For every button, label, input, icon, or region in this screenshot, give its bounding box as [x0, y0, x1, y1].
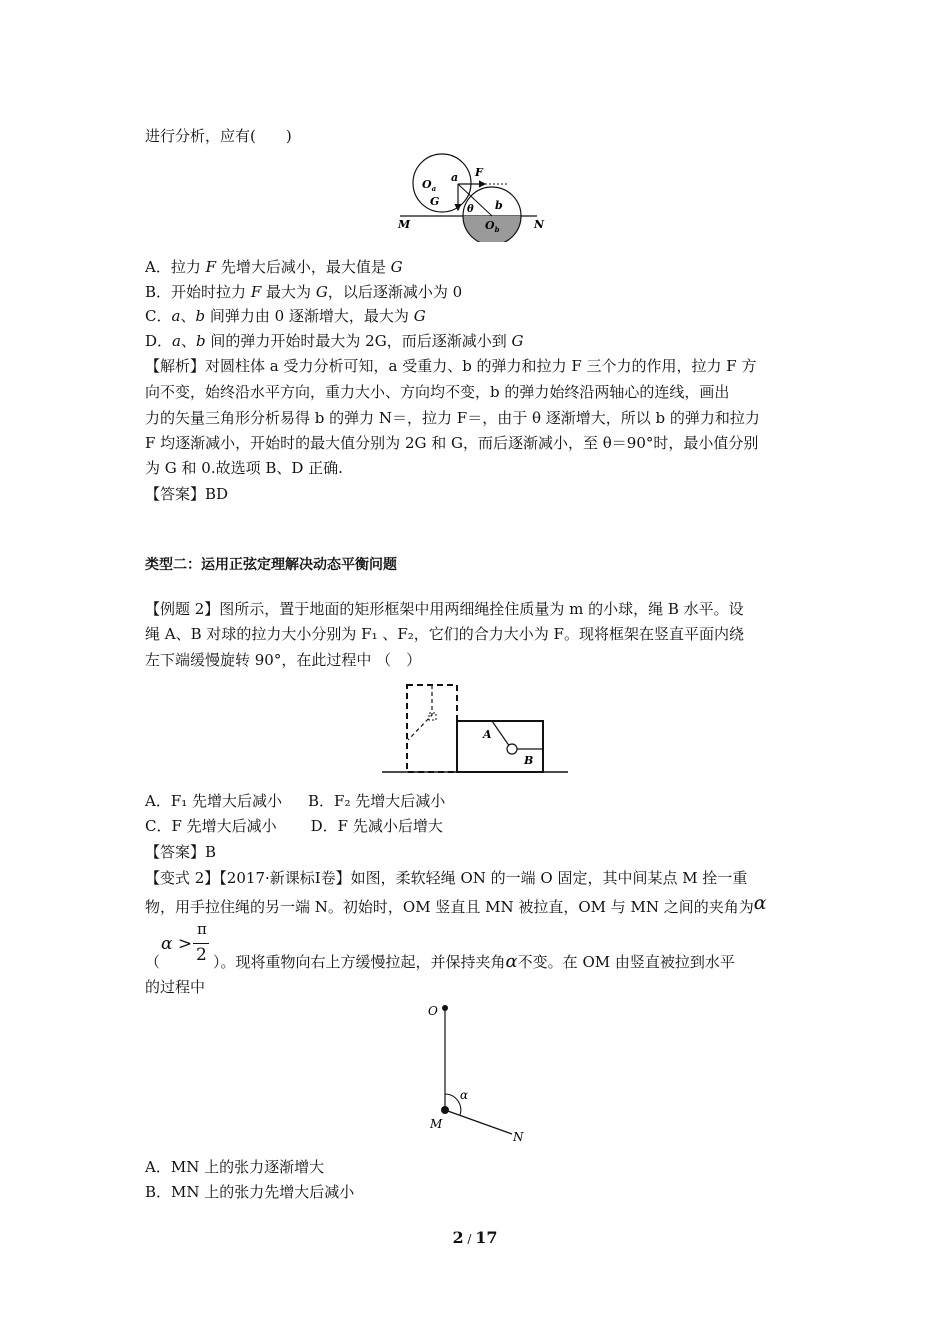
- page-number: 2 / 17: [452, 1228, 498, 1247]
- q1-circles-figure: [392, 150, 562, 242]
- var2-option-b: B．MN 上的张力先增大后减小: [145, 1183, 355, 1201]
- q1-stem-tail: 进行分析，应有( ): [145, 127, 292, 145]
- var2-line-4: 的过程中: [145, 978, 206, 996]
- q1-analysis-line-1: 【解析】对圆柱体 a 受力分析可知，a 受重力、b 的弹力和拉力 F 三个力的作用，拉力 F 方: [145, 357, 757, 375]
- q1-analysis-line-5: 为 G 和 0.故选项 B、D 正确.: [145, 459, 343, 477]
- label-a: a: [451, 171, 459, 184]
- q1-option-b: B．开始时拉力 F 最大为 G，以后逐渐减小为 0: [145, 283, 463, 301]
- rope-a: [492, 721, 510, 747]
- label-theta: θ: [467, 204, 474, 215]
- point-o: [442, 1005, 448, 1011]
- label-ob: $O_b$: [485, 219, 500, 234]
- ex2-options-row-2: C．F 先增大后减小 D．F 先减小后增大: [145, 817, 443, 835]
- label-b: b: [495, 199, 503, 212]
- ex2-answer: 【答案】B: [145, 843, 217, 861]
- var2-rope-figure: [420, 998, 540, 1148]
- var2-two: 2: [196, 945, 207, 965]
- var2-line-1: 【变式 2】【2017·新课标Ⅰ卷】如图，柔软轻绳 ON 的一端 O 固定，其中间某点 M 拴一重: [145, 869, 748, 887]
- label-n: N: [534, 218, 545, 231]
- rotated-frame-dashed: [407, 685, 457, 772]
- ex2-options-row-1: A．F₁ 先增大后减小 B．F₂ 先增大后减小: [145, 792, 446, 810]
- rope-mn: [445, 1110, 512, 1134]
- ex2-frame-figure: [380, 680, 570, 778]
- label-o: O: [428, 1004, 438, 1018]
- q1-answer: 【答案】BD: [145, 485, 229, 503]
- q1-analysis-line-2: 向不变，始终沿水平方向，重力大小、方向均不变，b 的弹力始终沿两轴心的连线，画出: [145, 383, 730, 401]
- q1-option-c: C．a、b 间弹力由 0 逐渐增大，最大为 G: [145, 307, 426, 325]
- label-b: B: [524, 754, 534, 767]
- q1-analysis-line-3: 力的矢量三角形分析易得 b 的弹力 N＝，拉力 F＝，由于 θ 逐渐增大，所以 b 的弹力和拉力: [145, 409, 760, 427]
- label-m: M: [430, 1117, 443, 1131]
- var2-paren-open: （: [145, 953, 161, 971]
- var2-pi: π: [197, 920, 207, 938]
- var2-frac-bar: [193, 943, 209, 944]
- var2-line-3: ）。现将重物向右上方缓慢拉起，并保持夹角α不变。在 OM 由竖直被拉到水平: [213, 951, 735, 972]
- section-2-title: 类型二：运用正弦定理解决动态平衡问题: [145, 557, 397, 573]
- point-m: [441, 1106, 449, 1114]
- var2-option-a: A．MN 上的张力逐渐增大: [145, 1158, 325, 1176]
- dashed-rope: [408, 685, 432, 740]
- label-m: M: [398, 218, 411, 231]
- q1-option-a: A．拉力 F 先增大后减小，最大值是 G: [145, 258, 403, 276]
- q1-analysis-line-4: F 均逐渐减小，开始时的最大值分别为 2G 和 G，而后逐渐减小，至 θ＝90°时，最小值分别: [145, 434, 759, 452]
- ball: [507, 744, 517, 754]
- ex2-line-1: 【例题 2】图所示，置于地面的矩形框架中用两细绳拴住质量为 m 的小球，绳 B 水平。设: [145, 600, 744, 618]
- label-alpha: α: [460, 1088, 469, 1102]
- var2-alpha-gt: α >: [161, 934, 193, 954]
- label-g: G: [430, 195, 440, 208]
- label-f: F: [475, 166, 483, 179]
- label-oa: $O_a$: [422, 178, 437, 193]
- label-n: N: [513, 1130, 524, 1144]
- var2-line-2: 物，用手拉住绳的另一端 N。初始时，OM 竖直且 MN 被拉直，OM 与 MN 之间的夹角为α: [145, 892, 767, 916]
- label-a: A: [483, 728, 492, 741]
- q1-option-d: D．a、b 间的弹力开始时最大为 2G，而后逐渐减小到 G: [145, 332, 524, 350]
- ex2-line-2: 绳 A、B 对球的拉力大小分别为 F₁ 、F₂，它们的合力大小为 F。现将框架在竖直平面内绕: [145, 625, 744, 643]
- ex2-line-3: 左下端缓慢旋转 90°，在此过程中 （ ）: [145, 651, 422, 669]
